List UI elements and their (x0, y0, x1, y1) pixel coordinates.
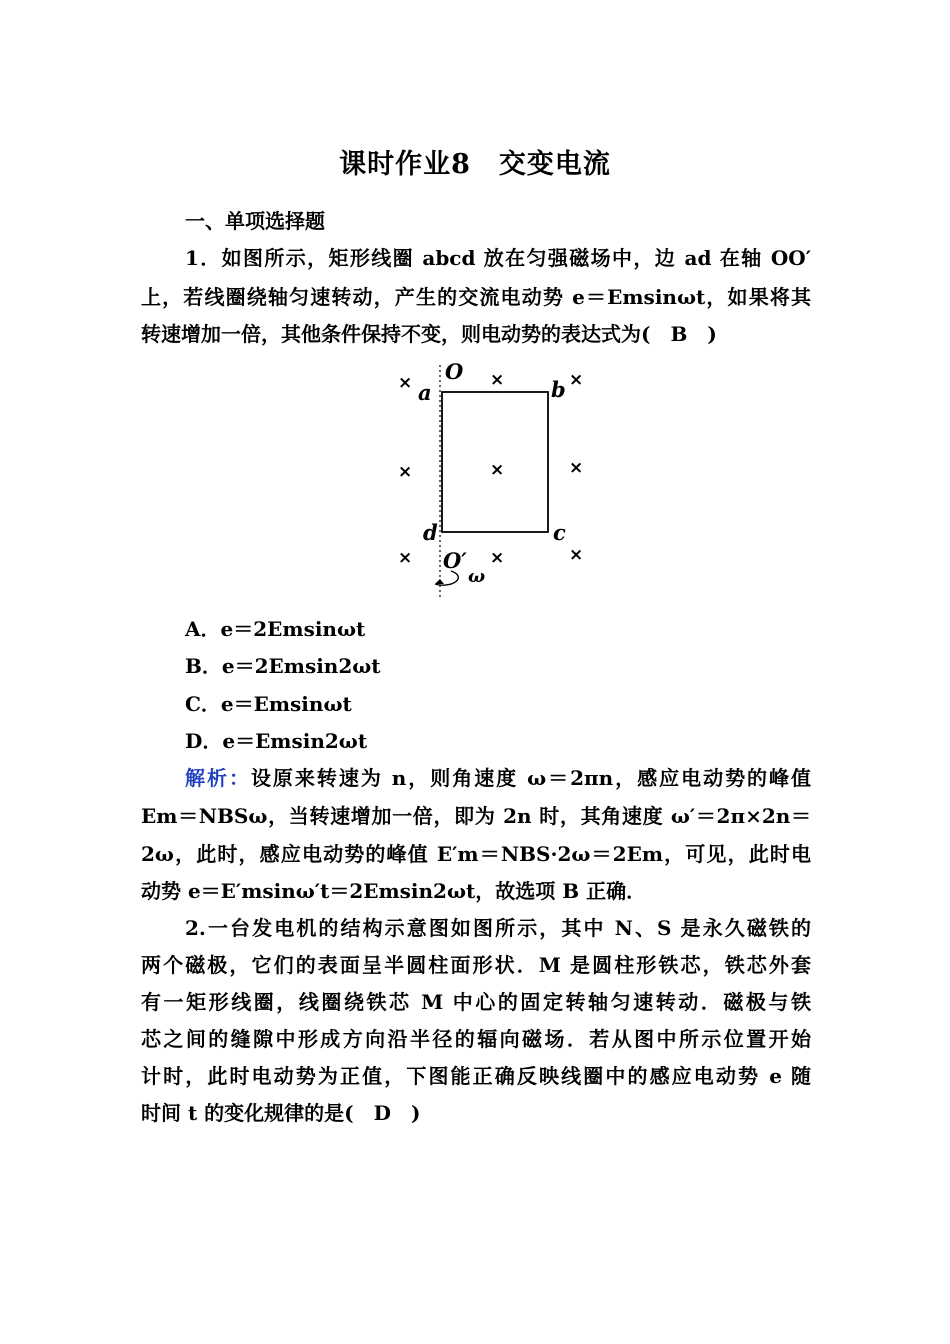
field-mark: × (569, 545, 584, 565)
q2-text-line-1: 2.一台发电机的结构示意图如图所示，其中 N、S 是永久磁铁的 (185, 916, 811, 940)
field-mark: × (569, 458, 584, 478)
omega-label: ω (468, 566, 486, 587)
corner-label-a: a (418, 380, 432, 405)
corner-label-b: b (551, 377, 566, 402)
analysis-line-3: 2ω，此时，感应电动势的峰值 E′m＝NBS·2ω＝2Em，可见，此时电 (141, 842, 811, 866)
q2-text-line-4: 芯之间的缝隙中形成方向沿半径的辐向磁场．若从图中所示位置开始 (141, 1027, 811, 1051)
q1-text-line-2: 上，若线圈绕轴匀速转动，产生的交流电动势 e＝Emsinωt，如果将其 (141, 285, 811, 309)
corner-label-d: d (423, 520, 438, 545)
option-d: D．e＝Emsin2ωt (185, 729, 368, 753)
field-mark: × (398, 548, 413, 568)
q2-text-line-2: 两个磁极，它们的表面呈半圆柱面形状．M 是圆柱形铁芯，铁芯外套 (141, 953, 811, 977)
section-heading: 一、单项选择题 (185, 209, 325, 233)
page-title: 课时作业8 交变电流 (339, 149, 611, 180)
q2-text-line-5: 计时，此时电动势为正值，下图能正确反映线圈中的感应电动势 e 随 (141, 1064, 811, 1088)
field-mark: × (398, 373, 413, 393)
field-mark: × (490, 548, 505, 568)
option-a: A．e＝2Emsinωt (185, 617, 366, 641)
q1-text-line-1: 1．如图所示，矩形线圈 abcd 放在匀强磁场中，边 ad 在轴 OO′ (185, 246, 811, 270)
q1-text-line-3: 转速增加一倍，其他条件保持不变，则电动势的表达式为( B ) (141, 322, 717, 346)
field-mark: × (569, 370, 584, 390)
coil-diagram (385, 355, 605, 600)
analysis-label: 解析： (185, 766, 251, 790)
arrowhead-icon (435, 579, 444, 584)
q2-text-line-3: 有一矩形线圈，线圈绕铁芯 M 中心的固定转轴匀速转动．磁极与铁 (141, 990, 811, 1014)
field-mark: × (398, 462, 413, 482)
option-c: C．e＝Emsinωt (185, 692, 352, 716)
analysis-text: 设原来转速为 n，则角速度 ω＝2πn，感应电动势的峰值 (250, 766, 811, 790)
field-mark: × (490, 460, 505, 480)
analysis-line-1 (185, 760, 811, 796)
field-mark: × (490, 370, 505, 390)
analysis-line-4: 动势 e＝E′msinω′t＝2Emsin2ωt，故选项 B 正确． (141, 879, 647, 903)
option-b: B．e＝2Emsin2ωt (185, 654, 381, 678)
q2-text-line-6: 时间 t 的变化规律的是( D ) (141, 1101, 421, 1125)
axis-label-bottom: O′ (443, 548, 467, 573)
analysis-line-2: Em＝NBSω，当转速增加一倍，即为 2n 时，其角速度 ω′＝2π×2n＝ (141, 804, 811, 828)
axis-label-top: O (445, 359, 464, 384)
corner-label-c: c (553, 520, 566, 545)
